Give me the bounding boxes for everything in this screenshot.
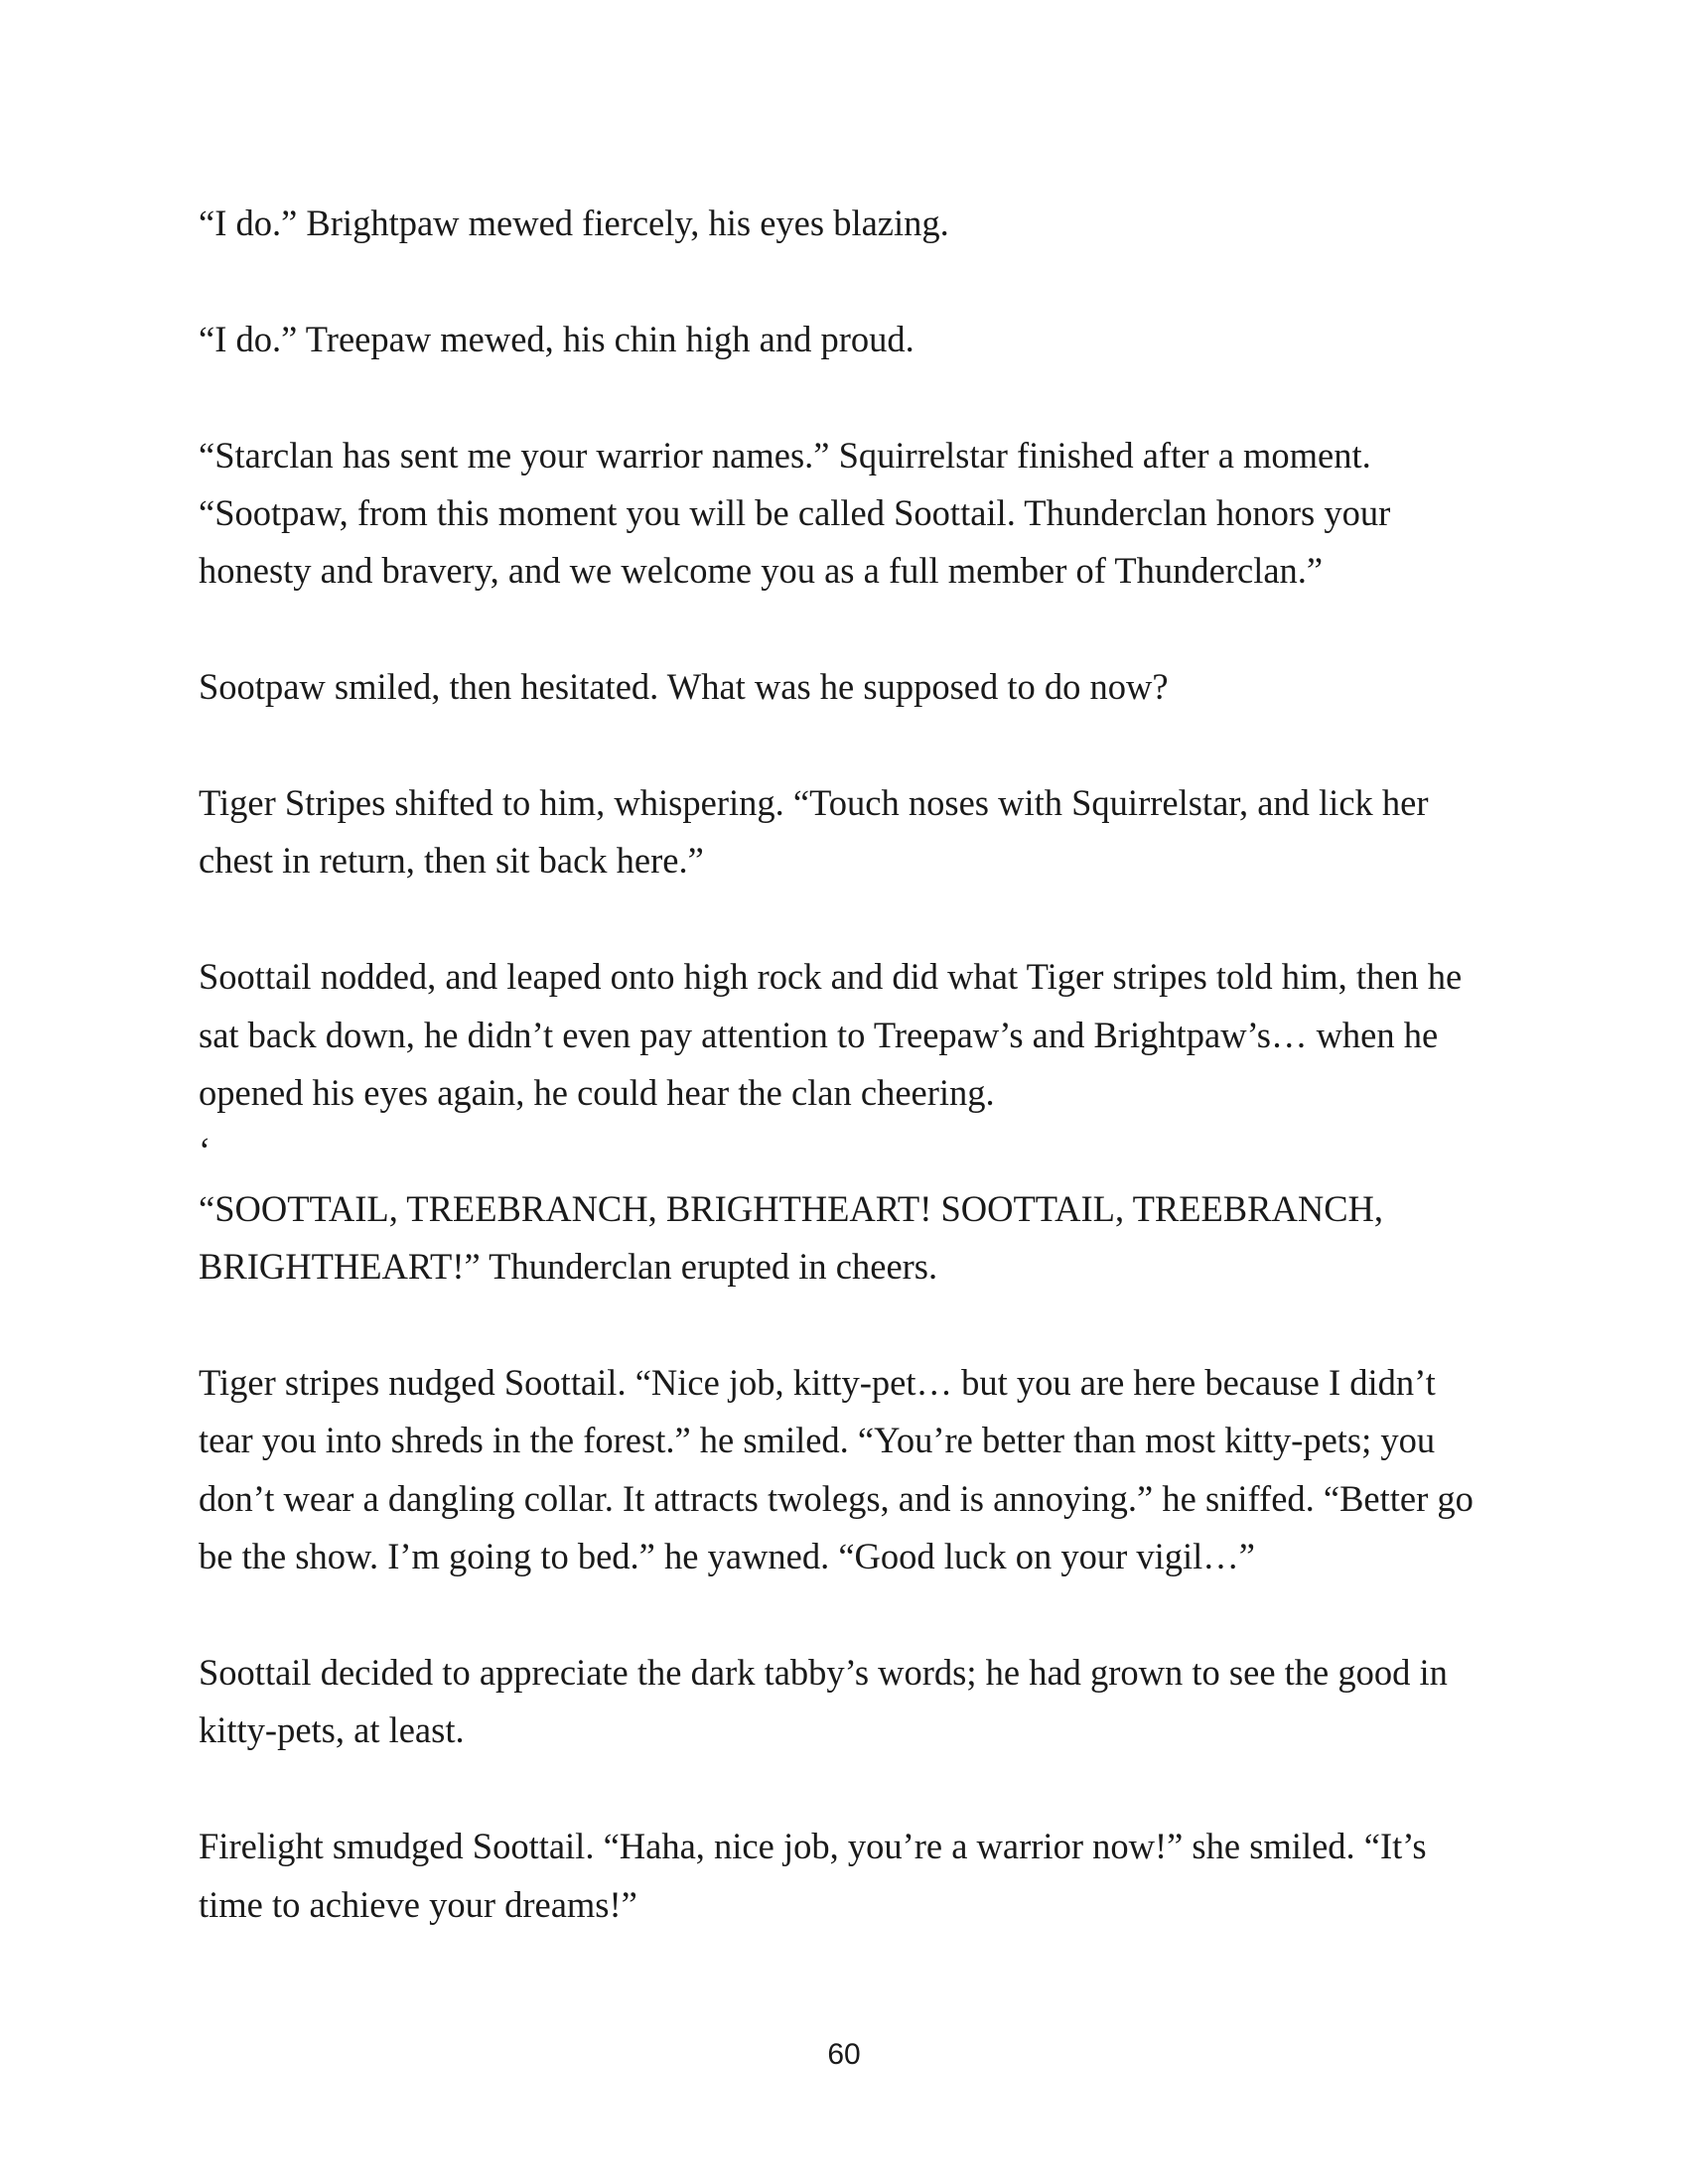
paragraph-warrior-names: “Starclan has sent me your warrior names.” Squirrelstar finished after a moment. “Sootpaw, from this moment you will be called Soottail. Thunderclan honors your honesty and bravery, and we welcome you as a full member of Thunderclan.” — [199, 434, 1391, 592]
paragraph-brightpaw-vow: “I do.” Brightpaw mewed fiercely, his eyes blazing. — [199, 203, 949, 243]
page-number: 60 — [827, 2038, 861, 2071]
paragraph-dark-tabby-words: Soottail decided to appreciate the dark tabby’s words; he had grown to see the good in kitty-pets, at least. — [199, 1652, 1448, 1751]
body-text — [199, 195, 1489, 1991]
paragraph-clan-cheer: “SOOTTAIL, TREEBRANCH, BRIGHTHEART! SOOTTAIL, TREEBRANCH, BRIGHTHEART!” Thunderclan erupted in cheers. — [199, 1187, 1384, 1288]
paragraph-tiger-stripes-whisper: Tiger Stripes shifted to him, whispering. “Touch noses with Squirrelstar, and lick her chest in return, then sit back here.” — [199, 782, 1429, 882]
stray-quote-mark: ‘ — [199, 1130, 211, 1171]
paragraph-firelight-congrats: Firelight smudged Soottail. “Haha, nice job, you’re a warrior now!” she smiled. “It’s time to achieve your dreams!” — [199, 1826, 1427, 1925]
paragraph-sootpaw-hesitates: Sootpaw smiled, then hesitated. What was he supposed to do now? — [199, 666, 1169, 708]
paragraph-treepaw-vow: “I do.” Treepaw mewed, his chin high and proud. — [199, 318, 914, 359]
paragraph-soottail-ceremony: Soottail nodded, and leaped onto high rock and did what Tiger stripes told him, then he sat back down, he didn’t even pay attention to Treepaw’s and Brightpaw’s… when he opened his eyes again, he could hear the clan cheering. — [199, 956, 1463, 1114]
paragraph-tiger-stripes-nudge: Tiger stripes nudged Soottail. “Nice job, kitty-pet… but you are here because I didn’t tear you into shreds in the forest.” he smiled. “You’re better than most kitty-pets; you don’t wear a dangling collar. It attracts twolegs, and is annoying.” he sniffed. “Better go be the show. I’m going to bed.” he yawned. “Good luck on your vigil…” — [199, 1362, 1474, 1577]
